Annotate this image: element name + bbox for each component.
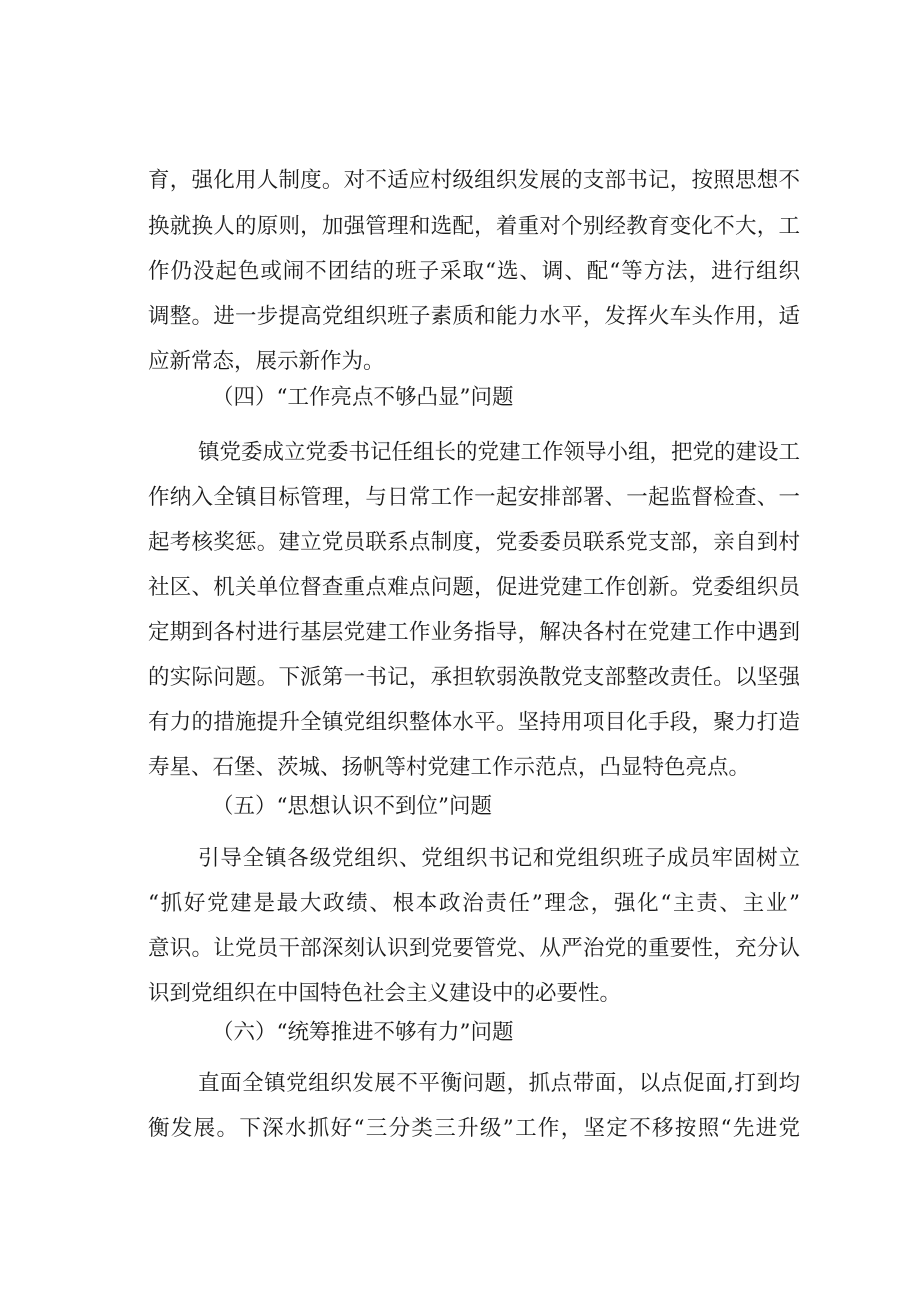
body-text-line: 换就换人的原则，加强管理和选配，着重对个别经教育变化不大，工 xyxy=(148,214,800,239)
body-text-line: 定期到各村进行基层党建工作业务指导，解决各村在党建工作中遇到 xyxy=(148,620,800,645)
section-heading-five: （五）“思想认识不到位”问题 xyxy=(212,794,492,819)
body-text-line: 社区、机关单位督查重点难点问题，促进党建工作创新。党委组织员 xyxy=(148,575,800,600)
body-text-line: 起考核奖惩。建立党员联系点制度，党委委员联系党支部，亲自到村 xyxy=(148,530,800,555)
body-text-line: 调整。进一步提高党组织班子素质和能力水平，发挥火车头作用，适 xyxy=(148,304,800,329)
section-heading-four: （四）“工作亮点不够凸显”问题 xyxy=(212,385,514,410)
body-text-line: 镇党委成立党委书记任组长的党建工作领导小组，把党的建设工 xyxy=(198,440,801,465)
body-text-line: 识到党组织在中国特色社会主义建设中的必要性。 xyxy=(148,981,622,1006)
body-text-line: 作纳入全镇目标管理，与日常工作一起安排部署、一起监督检查、一 xyxy=(148,485,800,510)
body-text-line: 寿星、石堡、茨城、扬帆等村党建工作示范点，凸显特色亮点。 xyxy=(148,755,751,780)
body-text-line: 直面全镇党组织发展不平衡问题，抓点带面，以点促面,打到均 xyxy=(198,1071,800,1096)
body-text-line: 应新常态，展示新作为。 xyxy=(148,349,385,374)
body-text-line: “抓好党建是最大政绩、根本政治责任”理念，强化“主责、主业” xyxy=(148,891,800,916)
body-text-line: 作仍没起色或闹不团结的班子采取“选、调、配“等方法，进行组织 xyxy=(148,259,800,284)
body-text-line: 有力的措施提升全镇党组织整体水平。坚持用项目化手段，聚力打造 xyxy=(148,710,800,735)
body-text-line: 的实际问题。下派第一书记，承担软弱涣散党支部整改责任。以坚强 xyxy=(148,665,800,690)
body-text-line: 意识。让党员干部深刻认识到党要管党、从严治党的重要性，充分认 xyxy=(148,936,800,961)
body-text-line: 育，强化用人制度。对不适应村级组织发展的支部书记，按照思想不 xyxy=(148,168,800,193)
body-text-line: 衡发展。下深水抓好“三分类三升级”工作，坚定不移按照“先进党 xyxy=(148,1116,800,1141)
section-heading-six: （六）“统筹推进不够有力”问题 xyxy=(212,1020,514,1045)
body-text-line: 引导全镇各级党组织、党组织书记和党组织班子成员牢固树立 xyxy=(198,846,800,871)
